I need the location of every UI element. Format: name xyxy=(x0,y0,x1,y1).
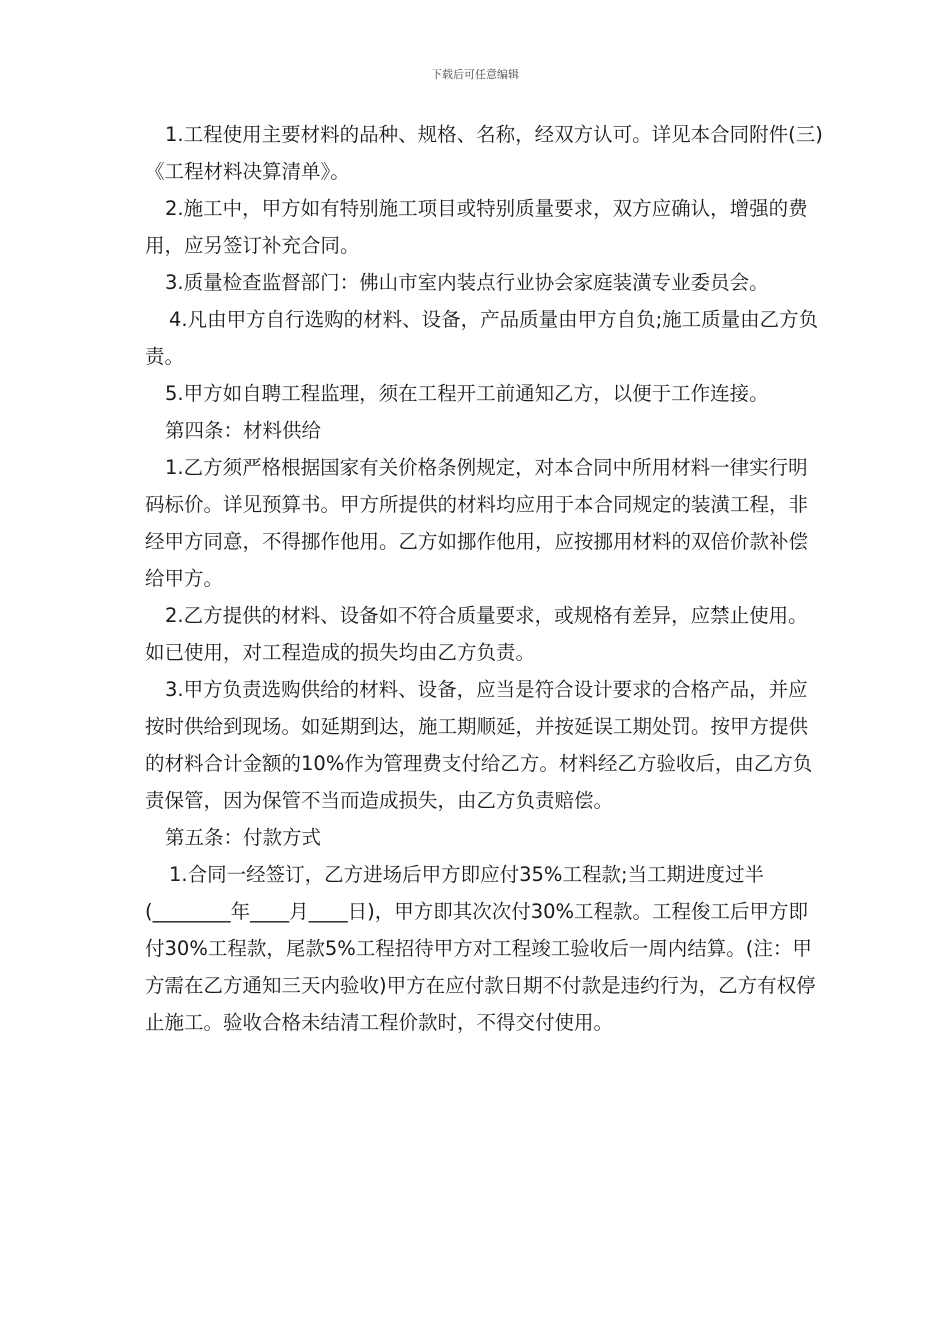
clause-paragraph: 2.乙方提供的材料、设备如不符合质量要求，或规格有差异，应禁止使用。如已使用，对工程造成的损失均由乙方负责。 xyxy=(145,604,808,664)
clause-paragraph: 3.质量检查监督部门：佛山市室内装点行业协会家庭装潢专业委员会。 xyxy=(165,271,769,294)
section-heading: 第四条：材料供给 xyxy=(165,419,322,442)
document-body xyxy=(145,116,825,1041)
clause-paragraph: 4.凡由甲方自行选购的材料、设备，产品质量由甲方自负;施工质量由乙方负责。 xyxy=(145,308,819,368)
clause-paragraph: 1.乙方须严格根据国家有关价格条例规定，对本合同中所用材料一律实行明码标价。详见预算书。甲方所提供的材料均应用于本合同规定的装潢工程，非经甲方同意，不得挪作他用。乙方如挪作他用，应按挪用材料的双倍价款补偿给甲方。 xyxy=(145,456,809,590)
clause-paragraph: 2.施工中，甲方如有特别施工项目或特别质量要求，双方应确认，增强的费用，应另签订补充合同。 xyxy=(145,197,808,257)
clause-paragraph: 3.甲方负责选购供给的材料、设备，应当是符合设计要求的合格产品，并应按时供给到现场。如延期到达，施工期顺延，并按延误工期处罚。按甲方提供的材料合计金额的10%作为管理费支付给乙方。材料经乙方验收后，由乙方负责保管，因为保管不当而造成损失，由乙方负责赔偿。 xyxy=(145,678,813,812)
clause-paragraph: 1.合同一经签订，乙方进场后甲方即应付35%工程款;当工期进度过半(________年____月____日)，甲方即其次次付30%工程款。工程俊工后甲方即付30%工程款，尾款5%工程招待甲方对工程竣工验收后一周内结算。(注：甲方需在乙方通知三天内验收)甲方在应付款日期不付款是违约行为，乙方有权停止施工。验收合格未结清工程价款时，不得交付使用。 xyxy=(145,863,816,1034)
clause-paragraph: 5.甲方如自聘工程监理，须在工程开工前通知乙方，以便于工作连接。 xyxy=(165,382,769,405)
section-heading: 第五条：付款方式 xyxy=(165,826,322,849)
page-header: 下载后可任意编辑 xyxy=(431,68,519,81)
clause-paragraph: 1.工程使用主要材料的品种、规格、名称，经双方认可。详见本合同附件(三)《工程材料决算清单》。 xyxy=(145,123,823,183)
